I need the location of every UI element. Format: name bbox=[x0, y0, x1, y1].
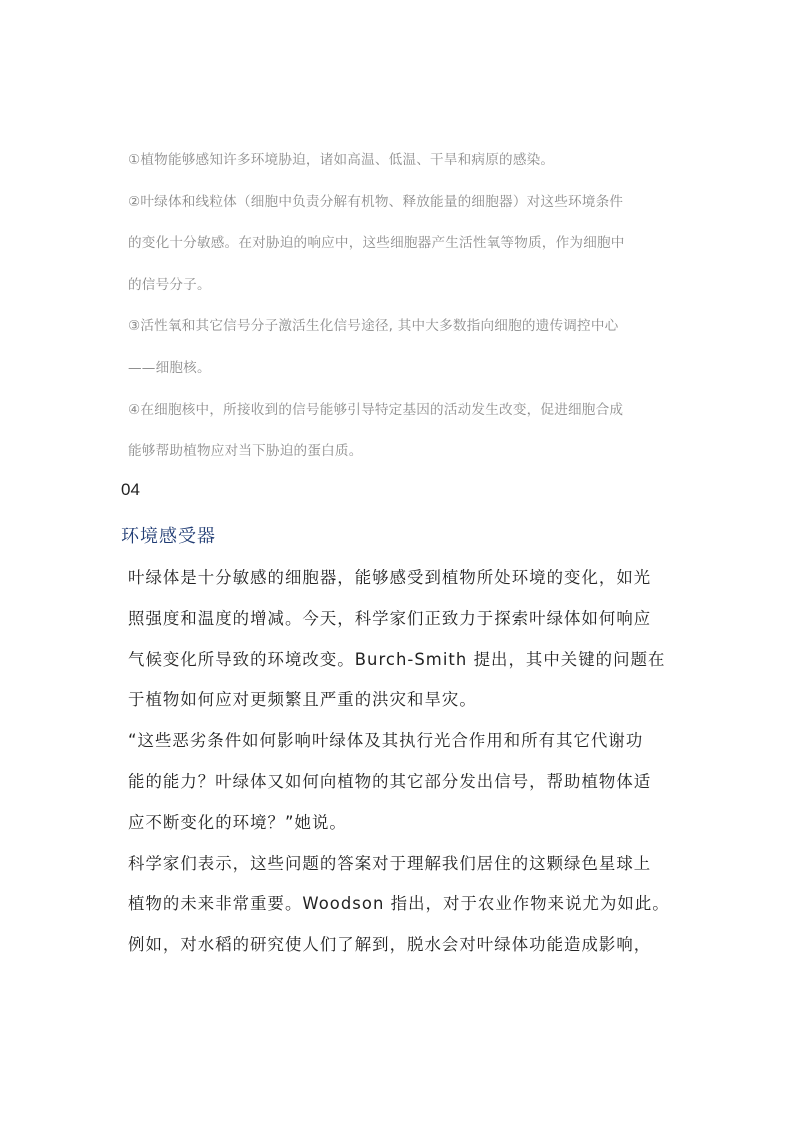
note-line: ——细胞核。 bbox=[128, 359, 211, 376]
note-line: ④在细胞核中，所接收到的信号能够引导特定基因的活动发生改变，促进细胞合成 bbox=[128, 401, 624, 418]
note-line: ①植物能够感知许多环境胁迫，诸如高温、低温、干旱和病原的感染。 bbox=[128, 152, 555, 168]
body-line: 例如，对水稻的研究使人们了解到，脱水会对叶绿体功能造成影响， bbox=[128, 935, 652, 955]
body-line: 气候变化所导致的环境改变。Burch-Smith 提出，其中关键的问题在 bbox=[128, 649, 666, 669]
note-line: 的信号分子。 bbox=[128, 276, 211, 293]
section-number: 04 bbox=[121, 480, 140, 499]
body-text bbox=[128, 563, 673, 971]
body-line: 能的能力？叶绿体又如何向植物的其它部分发出信号，帮助植物体适 bbox=[128, 771, 652, 791]
note-line: ②叶绿体和线粒体（细胞中负责分解有机物、释放能量的细胞器）对这些环境条件 bbox=[128, 193, 624, 210]
section-title: 环境感受器 bbox=[121, 526, 216, 547]
note-line: 的变化十分敏感。在对胁迫的响应中，这些细胞器产生活性氧等物质，作为细胞中 bbox=[128, 235, 625, 252]
body-line: 照强度和温度的增减。今天，科学家们正致力于探索叶绿体如何响应 bbox=[128, 608, 652, 628]
note-line: 能够帮助植物应对当下胁迫的蛋白质。 bbox=[128, 443, 363, 460]
note-line: ③活性氧和其它信号分子激活生化信号途径, 其中大多数指向细胞的遗传调控中心 bbox=[128, 318, 619, 335]
body-line: “这些恶劣条件如何影响叶绿体及其执行光合作用和所有其它代谢功 bbox=[128, 731, 644, 751]
body-line: 于植物如何应对更频繁且严重的洪灾和旱灾。 bbox=[128, 690, 477, 710]
notes-block bbox=[128, 146, 668, 479]
body-line: 植物的未来非常重要。Woodson 指出，对于农业作物来说尤为如此。 bbox=[128, 894, 670, 914]
body-line: 科学家们表示，这些问题的答案对于理解我们居住的这颗绿色星球上 bbox=[128, 853, 652, 873]
body-line: 应不断变化的环境？”她说。 bbox=[128, 812, 347, 832]
body-line: 叶绿体是十分敏感的细胞器，能够感受到植物所处环境的变化，如光 bbox=[128, 568, 652, 587]
